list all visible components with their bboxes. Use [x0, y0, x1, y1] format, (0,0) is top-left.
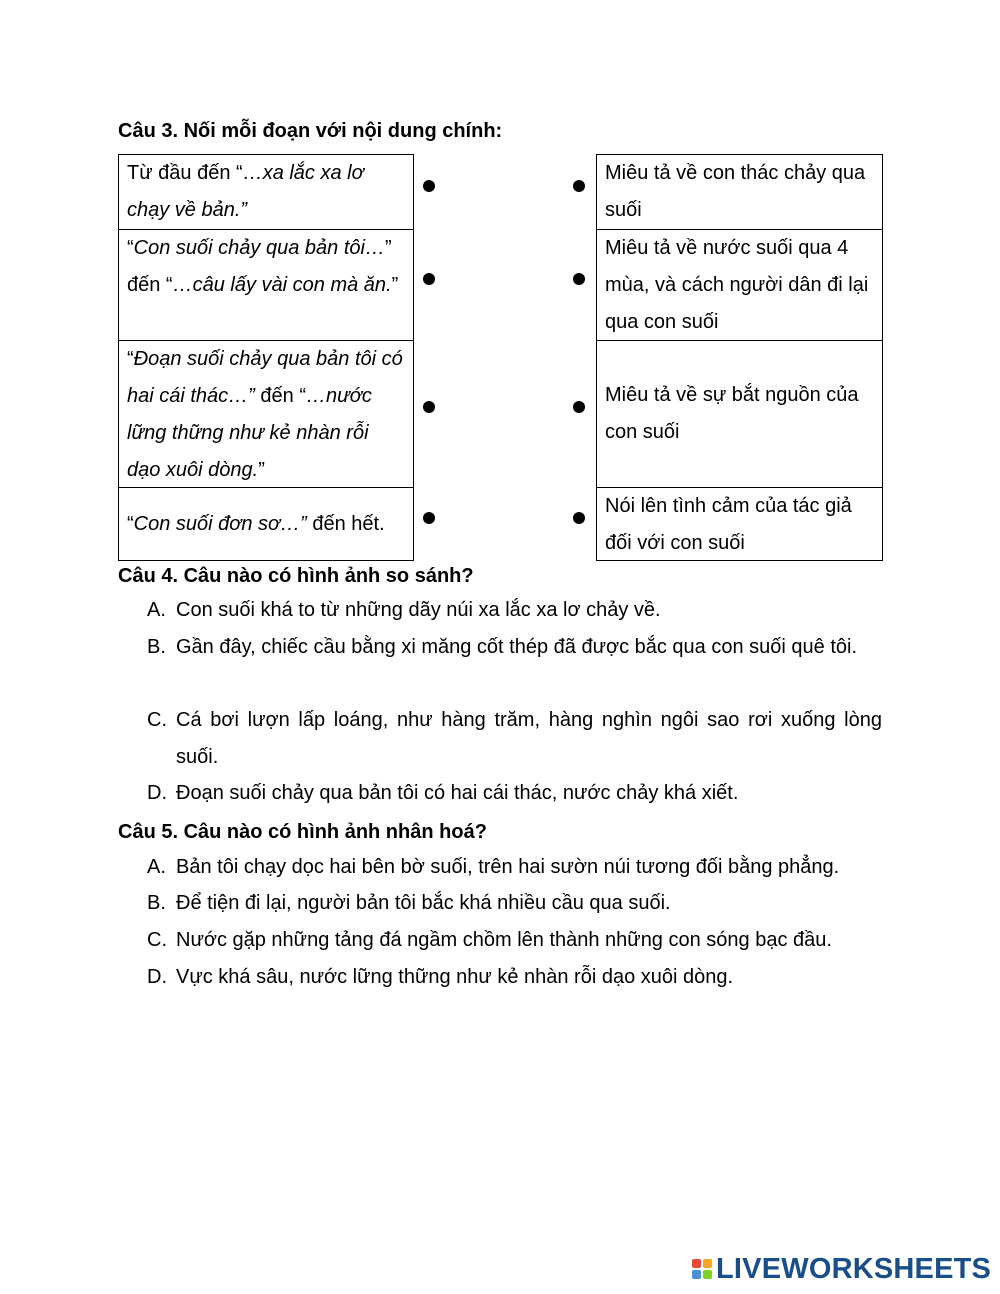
- q5-option-d-text: Vực khá sâu, nước lững thững như kẻ nhàn rỗi dạo xuôi dòng.: [176, 966, 734, 988]
- q3-right-box-1: [596, 154, 883, 230]
- q4-option-d[interactable]: [147, 775, 882, 812]
- q5-option-a[interactable]: [147, 849, 882, 886]
- q4-option-c-text: Cá bơi lượn lấp loáng, như hàng trăm, hàng nghìn ngôi sao rơi xuống lòng suối.: [176, 709, 882, 768]
- q3-right-text-3: Miêu tả về sự bắt nguồn của con suối: [605, 384, 859, 443]
- q5-option-d[interactable]: [147, 959, 882, 996]
- q3-left-box-4: [118, 487, 414, 561]
- q5-option-a-letter: A.: [147, 856, 166, 878]
- q3-left-box-2: [118, 229, 414, 341]
- q3-left-text-2: “Con suối chảy qua bản tôi…” đến “…câu lấy vài con mà ăn.”: [127, 237, 399, 296]
- q3-right-text-2: Miêu tả về nước suối qua 4 mùa, và cách người dân đi lại qua con suối: [605, 237, 869, 333]
- q4-option-a-letter: A.: [147, 599, 166, 621]
- q3-right-text-4: Nói lên tình cảm của tác giả đối với con suối: [605, 495, 852, 554]
- q3-left-text-3: “Đoạn suối chảy qua bản tôi có hai cái thác…” đến “…nước lững thững như kẻ nhàn rỗi dạo xuôi dòng.”: [127, 348, 403, 481]
- q4-option-a[interactable]: [147, 592, 882, 629]
- liveworksheets-logo-icon: [692, 1257, 714, 1281]
- q3-right-box-3: [596, 340, 883, 488]
- q5-option-b[interactable]: [147, 885, 882, 922]
- q3-left-text-1: Từ đầu đến “…xa lắc xa lơ chạy về bản.”: [127, 162, 364, 221]
- q4-option-c[interactable]: [147, 702, 882, 776]
- q4-option-d-letter: D.: [147, 782, 167, 804]
- liveworksheets-logo: [692, 1254, 991, 1284]
- q3-left-dot-4[interactable]: [423, 512, 435, 524]
- q3-right-dot-3[interactable]: [573, 401, 585, 413]
- q3-right-box-4: [596, 487, 883, 561]
- question-3-title: Câu 3. Nối mỗi đoạn với nội dung chính:: [118, 120, 503, 142]
- q3-left-box-3: [118, 340, 414, 488]
- q4-option-b-letter: B.: [147, 636, 166, 658]
- liveworksheets-logo-text: LIVEWORKSHEETS: [716, 1253, 992, 1285]
- q4-option-a-text: Con suối khá to từ những dãy núi xa lắc xa lơ chảy về.: [176, 599, 661, 621]
- q5-option-b-letter: B.: [147, 892, 166, 914]
- q3-right-text-1: Miêu tả về con thác chảy qua suối: [605, 162, 866, 221]
- q5-option-c-text: Nước gặp những tảng đá ngầm chồm lên thành những con sóng bạc đầu.: [176, 929, 832, 951]
- q5-option-d-letter: D.: [147, 966, 167, 988]
- q4-option-b-text: Gần đây, chiếc cầu bằng xi măng cốt thép đã được bắc qua con suối quê tôi.: [176, 636, 858, 658]
- q3-right-dot-4[interactable]: [573, 512, 585, 524]
- q3-left-dot-3[interactable]: [423, 401, 435, 413]
- q4-option-c-letter: C.: [147, 709, 167, 731]
- q3-left-dot-1[interactable]: [423, 180, 435, 192]
- q3-right-box-2: [596, 229, 883, 341]
- q5-option-c-letter: C.: [147, 929, 167, 951]
- q3-left-text-4: “Con suối đơn sơ…” đến hết.: [127, 512, 385, 535]
- q3-left-box-1: [118, 154, 414, 230]
- q4-option-d-text: Đoạn suối chảy qua bản tôi có hai cái thác, nước chảy khá xiết.: [176, 782, 739, 804]
- question-5-title: Câu 5. Câu nào có hình ảnh nhân hoá?: [118, 821, 487, 843]
- q4-option-b[interactable]: [147, 629, 882, 666]
- q5-option-b-text: Để tiện đi lại, người bản tôi bắc khá nhiều cầu qua suối.: [176, 892, 671, 914]
- q3-left-dot-2[interactable]: [423, 273, 435, 285]
- q3-right-dot-1[interactable]: [573, 180, 585, 192]
- q5-option-a-text: Bản tôi chạy dọc hai bên bờ suối, trên hai sườn núi tương đối bằng phẳng.: [176, 856, 840, 878]
- question-4-title: Câu 4. Câu nào có hình ảnh so sánh?: [118, 565, 474, 587]
- q3-right-dot-2[interactable]: [573, 273, 585, 285]
- q5-option-c[interactable]: [147, 922, 882, 959]
